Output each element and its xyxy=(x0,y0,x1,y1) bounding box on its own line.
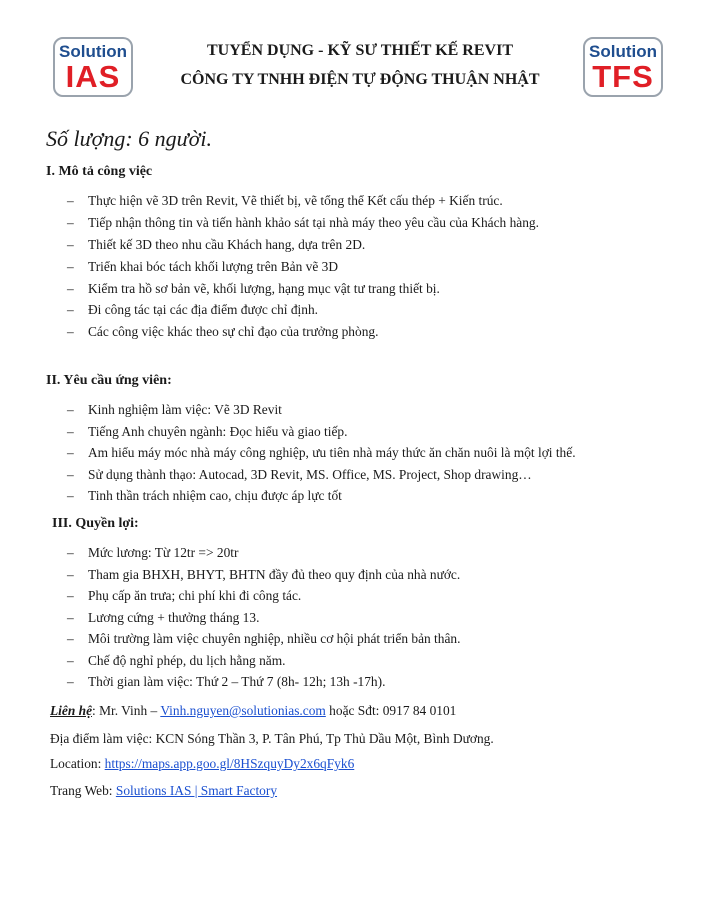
logo-tfs-top-text: Solution xyxy=(589,42,657,61)
bullet-dash: – xyxy=(67,237,74,252)
solution-ias-logo xyxy=(53,37,133,97)
bullet-dash: – xyxy=(67,588,74,603)
headcount: Số lượng: 6 người. xyxy=(46,126,213,151)
bullet-dash: – xyxy=(67,567,74,582)
contact-name: : Mr. Vinh – xyxy=(92,703,161,718)
address-line: Địa điểm làm việc: KCN Sóng Thần 3, P. Tân Phú, Tp Thủ Dầu Một, Bình Dương. xyxy=(50,731,494,746)
bullet-dash: – xyxy=(67,193,74,208)
website-link[interactable]: Solutions IAS | Smart Factory xyxy=(115,783,278,798)
bullet-dash: – xyxy=(67,445,74,460)
bullet-dash: – xyxy=(67,402,74,417)
logo-tfs-bottom-text: TFS xyxy=(592,59,654,94)
bullet-dash: – xyxy=(67,215,74,230)
bullet-dash: – xyxy=(67,488,74,503)
contact-phone: hoặc Sđt: 0917 84 0101 xyxy=(325,703,457,718)
logo-ias-top-text: Solution xyxy=(59,42,127,61)
location-line xyxy=(50,756,354,772)
header-title: TUYỂN DỤNG - KỸ SƯ THIẾT KẾ REVIT xyxy=(207,42,513,59)
contact-label: Liên hệ xyxy=(50,703,93,718)
bullet-dash: – xyxy=(67,467,74,482)
bullet-dash: – xyxy=(67,281,74,296)
contact-email-link[interactable]: Vinh.nguyen@solutionias.com xyxy=(160,703,326,718)
website-label: Trang Web: xyxy=(50,783,116,798)
bullet-dash: – xyxy=(67,653,74,668)
bullet-dash: – xyxy=(67,545,74,560)
section-title-requirements: II. Yêu cầu ứng viên: xyxy=(46,373,172,388)
job-posting-page: Solution IAS TUYỂN DỤNG - KỸ SƯ THIẾT KẾ REVIT CÔNG TY TNHH ĐIỆN TỰ ĐỘNG THUẬN NHẬT Solution TFS Số lượng: 6 người. I. Mô tả công việc – Thực hiện vẽ 3D trên Revit, Vẽ thiết bị, vẽ tổng thể Kết cấu thép + Kiến trúc. – Tiếp nhận thông tin và tiến hành khảo sát tại nhà máy theo yêu cầu của Khách hàng. – Thiết kế 3D theo nhu cầu Khách hang, dựa trên 2D. – Triển khai bóc tách khối lượng trên Bản vẽ 3D – Kiểm tra hồ sơ bản vẽ, khối lượng, hạng mục vật tư trang thiết bị. – Đi công tác tại các địa điểm được chỉ định. – Các công việc khác theo sự chỉ đạo của trưởng phòng. II. Yêu cầu ứng viên: – Kinh nghiệm làm việc: Vẽ 3D Revit – Tiếng Anh chuyên ngành: Đọc hiểu và giao tiếp. – Am hiểu máy móc nhà máy công nghiệp, ưu tiên nhà máy thức ăn chăn nuôi là một lợi thế. – Sử dụng thành thạo: Autocad, 3D Revit, MS. Office, MS. Project, Shop drawing… – Tinh thần trách nhiệm cao, chịu được áp lực tốt III. Quyền lợi: – Mức lương: Từ 12tr => 20tr – Tham gia BHXH, BHYT, BHTN đầy đủ theo quy định của nhà nước. – Phụ cấp ăn trưa; chi phí khi đi công tác. – Lương cứng + thưởng tháng 13. – Môi trường làm việc chuyên nghiệp, nhiều cơ hội phát triển bản thân. – Chế độ nghỉ phép, du lịch hằng năm. – Thời gian làm việc: Thứ 2 – Thứ 7 (8h- 12h; 13h -17h). Liên hệ: Mr. Vinh – Vinh.nguyen@solutionias.com hoặc Sđt: 0917 84 0101 Địa điểm làm việc: KCN Sóng Thần 3, P. Tân Phú, Tp Thủ Dầu Một, Bình Dương. Location: https://maps.app.goo.gl/8HSzquyDy2x6qFyk6 Trang Web: Solutions IAS | Smart Factory xyxy=(0,0,713,912)
bullet-dash: – xyxy=(67,424,74,439)
location-label: Location: xyxy=(50,756,105,771)
section-title-job-description: I. Mô tả công việc xyxy=(46,164,153,179)
bullet-dash: – xyxy=(67,674,74,689)
bullet-dash: – xyxy=(67,324,74,339)
location-link[interactable]: https://maps.app.goo.gl/8HSzquyDy2x6qFyk6 xyxy=(104,756,355,771)
bullet-dash: – xyxy=(67,631,74,646)
header-company: CÔNG TY TNHH ĐIỆN TỰ ĐỘNG THUẬN NHẬT xyxy=(180,71,540,88)
logo-ias-bottom-text: IAS xyxy=(65,59,121,94)
website-line xyxy=(50,783,277,799)
bullet-dash: – xyxy=(67,259,74,274)
solution-tfs-logo xyxy=(583,37,663,97)
section-title-benefits: III. Quyền lợi: xyxy=(52,516,139,531)
bullet-dash: – xyxy=(67,610,74,625)
bullet-dash: – xyxy=(67,302,74,317)
contact-line xyxy=(50,703,456,719)
